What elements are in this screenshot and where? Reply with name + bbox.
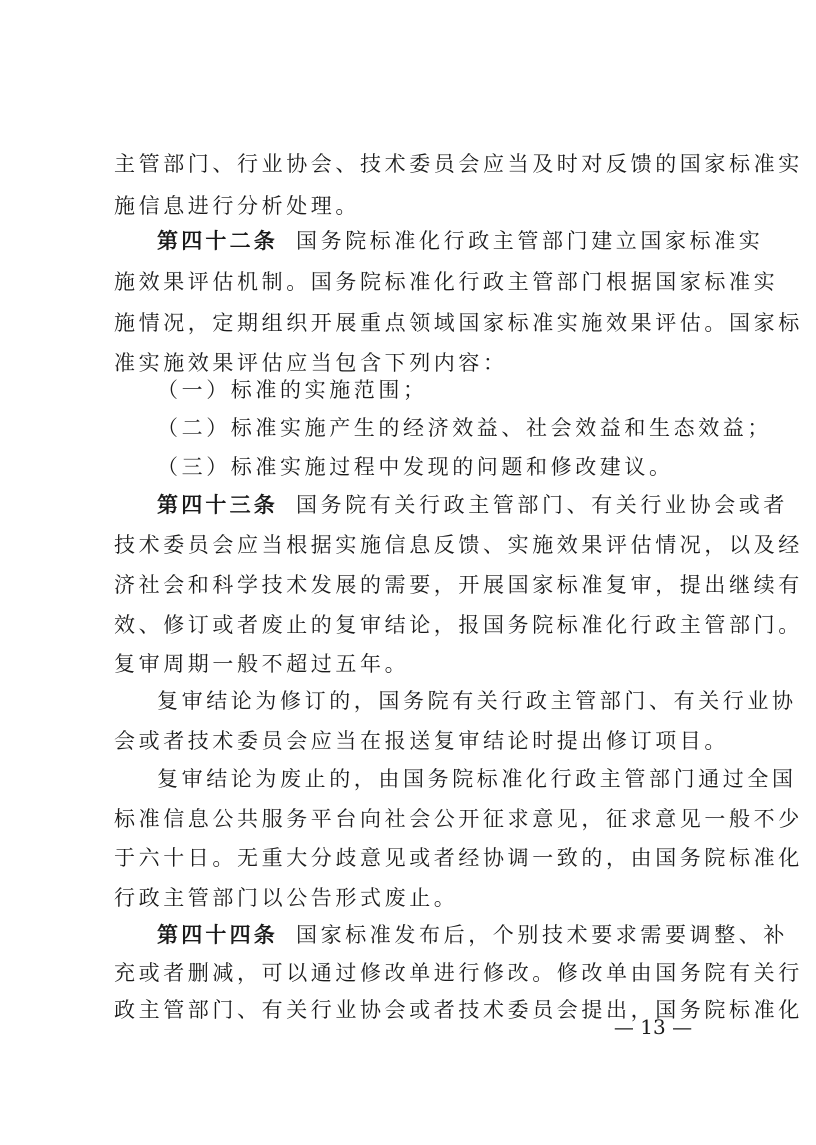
body-text: 国务院有关行政主管部门、有关行业协会或者 xyxy=(296,493,788,517)
list-item: （二）标准实施产生的经济效益、社会效益和生态效益； xyxy=(157,416,772,440)
body-text-line: 行政主管部门以公告形式废止。 xyxy=(114,886,459,910)
body-text-line: 复审结论为废止的，由国务院标准化行政主管部门通过全国 xyxy=(157,767,797,791)
body-text-line: 施效果评估机制。国务院标准化行政主管部门根据国家标准实 xyxy=(114,270,779,294)
body-text-line: 技术委员会应当根据实施信息反馈、实施效果评估情况，以及经 xyxy=(114,533,803,557)
body-text-line: 施情况，定期组织开展重点领域国家标准实施效果评估。国家标 xyxy=(114,311,803,335)
body-text-line: 效、修订或者废止的复审结论，报国务院标准化行政主管部门。 xyxy=(114,613,803,637)
article-42-line xyxy=(157,220,764,262)
body-text-line: 会或者技术委员会应当在报送复审结论时提出修订项目。 xyxy=(114,729,729,753)
body-text-line: 准实施效果评估应当包含下列内容： xyxy=(114,351,508,375)
page-number: — 13 — xyxy=(613,1015,693,1039)
list-item: （一）标准的实施范围； xyxy=(157,378,428,402)
body-text-line: 济社会和科学技术发展的需要，开展国家标准复审，提出继续有 xyxy=(114,573,803,597)
list-item: （三）标准实施过程中发现的问题和修改建议。 xyxy=(157,455,674,479)
article-heading: 第四十三条 xyxy=(157,492,278,517)
body-text-line: 施信息进行分析处理。 xyxy=(114,194,360,218)
body-text-line: 复审周期一般不超过五年。 xyxy=(114,652,410,676)
body-text: 国务院标准化行政主管部门建立国家标准实 xyxy=(296,229,764,253)
article-44-line xyxy=(157,914,788,956)
body-text-line: 充或者删减，可以通过修改单进行修改。修改单由国务院有关行 xyxy=(114,961,803,985)
body-text-line: 于六十日。无重大分歧意见或者经协调一致的，由国务院标准化 xyxy=(114,846,803,870)
article-heading: 第四十二条 xyxy=(157,228,278,253)
body-text-line: 主管部门、行业协会、技术委员会应当及时对反馈的国家标准实 xyxy=(114,152,803,176)
body-text-line: 复审结论为修订的，国务院有关行政主管部门、有关行业协 xyxy=(157,689,797,713)
body-text-line: 政主管部门、有关行业协会或者技术委员会提出，国务院标准化 xyxy=(114,998,803,1022)
body-text-line: 标准信息公共服务平台向社会公开征求意见，征求意见一般不少 xyxy=(114,807,803,831)
article-43-line xyxy=(157,484,788,526)
body-text: 国家标准发布后，个别技术要求需要调整、补 xyxy=(296,923,788,947)
article-heading: 第四十四条 xyxy=(157,922,278,947)
